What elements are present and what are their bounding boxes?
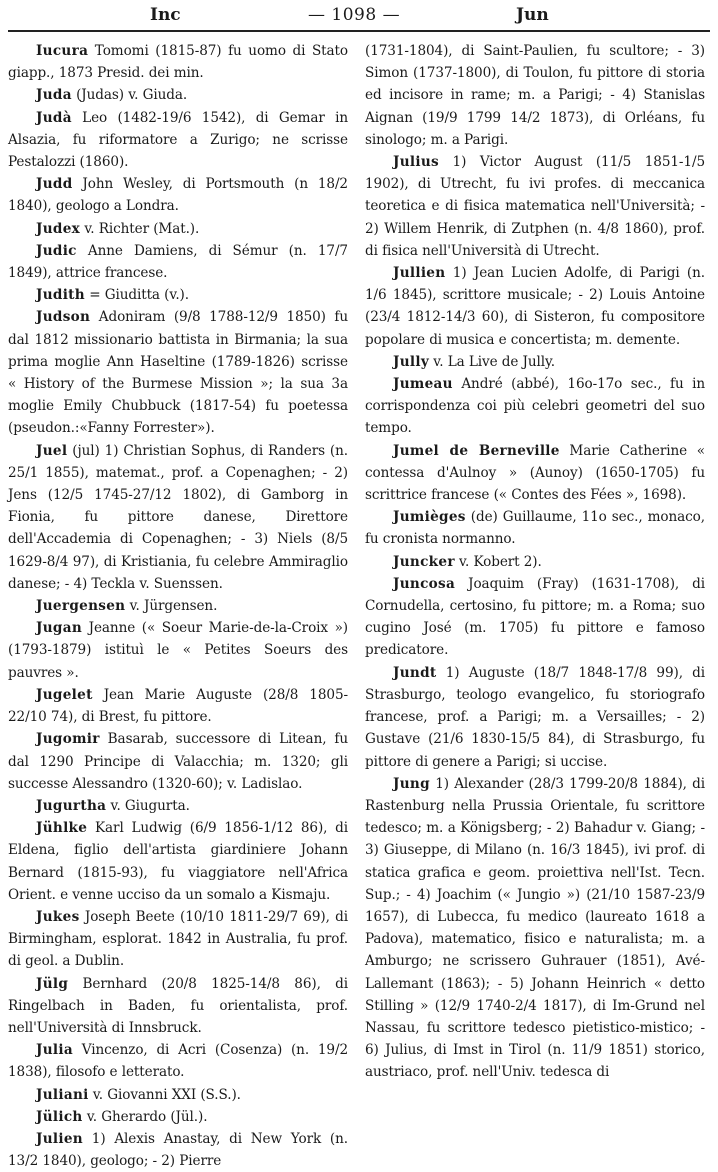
dictionary-entry xyxy=(8,1128,348,1172)
entry-headword: Judic xyxy=(36,242,77,259)
entry-headword: Judà xyxy=(36,109,72,126)
entry-headword: Jugurtha xyxy=(36,797,107,814)
entry-headword: Jully xyxy=(393,353,430,370)
entry-text: (1731-1804), di Saint-Paulien, fu scultore; - 3) Simon (1737-1800), di Toulon, fu pittore di storia ed incisore in rame; m. a Parigi; - 4) Stanislas Aignan (19/9 1799 14/2 1873), di Orléans, fu sinologo; m. a Parigi. xyxy=(365,43,705,148)
entry-text: 1) Jean Lucien Adolfe, di Parigi (n. 1/6 1845), scrittore musicale; - 2) Louis Antoine (23/4 1812-14/3 60), di Sisteron, fu compositore popolare di musica e concertista; m. demente. xyxy=(365,265,705,348)
entry-headword: Jumeau xyxy=(393,376,453,393)
entry-text: 1) Auguste (18/7 1848-17/8 99), di Strasburgo, teologo evangelico, fu storiografo francese, prof. a Parigi; m. a Versailles; - 2) Gustave (21/6 1830-15/5 84), di Strasburgo, fu pittore di genere a Parigi; si uccise. xyxy=(365,664,705,770)
entry-text: v. Gherardo (Jül.). xyxy=(86,1108,208,1125)
entry-headword: Jülich xyxy=(36,1108,83,1125)
dictionary-entry xyxy=(8,795,348,817)
entry-headword: Juergensen xyxy=(36,598,126,615)
entry-text: André (abbé), 16o-17o sec., fu in corrispondenza coi più celebri geometri del suo tempo. xyxy=(365,376,705,437)
entry-headword: Iucura xyxy=(36,43,89,59)
entry-headword: Juda xyxy=(36,87,72,104)
dictionary-entry xyxy=(8,40,348,84)
entry-headword: Jumel de Berneville xyxy=(393,442,560,459)
dictionary-entry xyxy=(8,728,348,795)
entry-text: Karl Ludwig (6/9 1856-1/12 86), di Eldena, figlio dell'artista giardiniere Johann Bernard (1815-93), fu viaggiatore nell'Africa Orient. e venne ucciso da un somalo a Kismaju. xyxy=(8,820,348,903)
entry-headword: Jugomir xyxy=(36,731,100,748)
dictionary-entry xyxy=(365,573,705,662)
entry-text: 1) Alexander (28/3 1799-20/8 1884), di Rastenburg nella Prussia Orientale, fu scrittore tedesco; m. a Königsberg; - 2) Bahadur v. Giang; - 3) Giuseppe, di Milano (n. 16/3 1845), ivi prof. di statica grafica e geom. proiettiva nell'Ist. Tecn. Sup.; - 4) Joachim (« Jungio ») (21/10 1587-23/9 1657), di Lubecca, fu medico (laureato 1618 a Padova), matematico, fisico e naturalista; m. a Amburgo; ne scrissero Guhrauer (1851), Avé-Lallemant (1863); - 5) Johann Heinrich « detto Stilling » (12/9 1740-2/4 1817), di Im-Grund nel Nassau, fu scrittore tedesco pietistico-mistico; - 6) Julius, di Imst in Tirol (n. 11/9 1851) storico, austriaco, prof. nell'Univ. tedesca di xyxy=(365,775,705,1081)
entry-text: Jean Marie Auguste (28/8 1805-22/10 74), di Brest, fu pittore. xyxy=(8,686,348,726)
dictionary-entry xyxy=(8,817,348,906)
right-column xyxy=(365,40,705,1084)
dictionary-entry xyxy=(8,173,348,217)
entry-text: (de) Guillaume, 11o sec., monaco, fu cronista normanno. xyxy=(365,509,705,548)
entry-headword: Juncker xyxy=(393,553,455,570)
running-head-right: Jun xyxy=(516,5,549,25)
dictionary-entry xyxy=(8,284,348,306)
entry-text: v. Richter (Mat.). xyxy=(84,220,200,237)
entry-text: 1) Alexis Anastay, di New York (n. 13/2 1840), geologo; - 2) Pierre xyxy=(8,1130,348,1170)
entry-text: v. Giugurta. xyxy=(110,797,190,814)
left-column xyxy=(8,40,348,1172)
dictionary-entry xyxy=(8,1106,348,1128)
dictionary-entry xyxy=(365,506,705,550)
entry-headword: Judith xyxy=(36,287,85,304)
dictionary-entry-continued xyxy=(365,40,705,151)
entry-text: Marie Catherine « contessa d'Aulnoy » (Aunoy) (1650-1705) fu scrittrice francese (« Contes des Fées », 1698). xyxy=(365,442,705,504)
dictionary-entry xyxy=(365,262,705,351)
entry-text: Jeanne (« Soeur Marie-de-la-Croix ») (1793-1879) istituì le « Petites Soeurs des pauvres ». xyxy=(8,620,348,681)
entry-headword: Jundt xyxy=(393,664,437,681)
dictionary-entry xyxy=(365,773,705,1084)
running-head-left: Inc xyxy=(150,5,181,25)
entry-headword: Jumièges xyxy=(393,509,466,526)
entry-text: 1) Victor August (11/5 1851-1/5 1902), di Utrecht, fu ivi profes. di meccanica teoretica e di fisica matematica nell'Università; - 2) Willem Henrik, di Zutphen (n. 4/8 1860), prof. di fisica nell'Università di Utrecht. xyxy=(365,154,705,259)
entry-headword: Jugan xyxy=(36,620,83,637)
entry-text: Adoniram (9/8 1788-12/9 1850) fu dal 1812 missionario battista in Birmania; la sua prima moglie Ann Haseltine (1789-1826) scrisse « History of the Burmese Mission »; la sua 3a moglie Emily Chubbuck (1817-54) fu poetessa (pseudon.:«Fanny Forrester»). xyxy=(8,309,348,437)
dictionary-entry xyxy=(8,1039,348,1083)
dictionary-entry xyxy=(8,240,348,284)
entry-headword: Jukes xyxy=(36,908,80,925)
entry-headword: Judson xyxy=(36,309,91,326)
dictionary-entry xyxy=(8,107,348,174)
entry-text: Leo (1482-19/6 1542), di Gemar in Alsazia, fu riformatore a Zurigo; ne scrisse Pestalozzi (1860). xyxy=(8,109,348,171)
dictionary-entry xyxy=(8,1084,348,1106)
entry-headword: Juel xyxy=(36,442,68,459)
entry-text: v. La Live de Jully. xyxy=(433,353,556,370)
entry-headword: Judd xyxy=(36,176,73,193)
entry-headword: Jullien xyxy=(393,265,446,282)
entry-text: Bernhard (20/8 1825-14/8 86), di Ringelbach in Baden, fu orientalista, prof. nell'Università di Innsbruck. xyxy=(8,975,348,1036)
dictionary-entry xyxy=(8,617,348,684)
entry-headword: Juncosa xyxy=(393,575,456,592)
entry-text: Basarab, successore di Litean, fu dal 1290 Principe di Valacchia; m. 1320; gli successe Alessandro (1320-60); v. Ladislao. xyxy=(8,731,348,792)
dictionary-entry xyxy=(8,306,348,439)
entry-headword: Jülg xyxy=(36,975,69,992)
dictionary-entry xyxy=(8,595,348,617)
dictionary-entry xyxy=(8,218,348,240)
dictionary-entry xyxy=(8,973,348,1040)
dictionary-entry xyxy=(365,662,705,773)
dictionary-entry xyxy=(8,440,348,595)
entry-text: Joseph Beete (10/10 1811-29/7 69), di Birmingham, esplorat. 1842 in Australia, fu prof. di geol. a Dublin. xyxy=(8,908,348,970)
entry-text: (Judas) v. Giuda. xyxy=(76,87,188,104)
entry-text: Anne Damiens, di Sémur (n. 17/7 1849), attrice francese. xyxy=(8,242,348,282)
dictionary-entry xyxy=(365,551,705,573)
dictionary-entry xyxy=(8,84,348,106)
entry-text: v. Jürgensen. xyxy=(129,598,218,615)
entry-headword: Jühlke xyxy=(36,820,88,837)
dictionary-entry xyxy=(8,684,348,728)
entry-text: Tomomi (1815-87) fu uomo di Stato giapp., 1873 Presid. dei min. xyxy=(8,43,348,82)
entry-headword: Jugelet xyxy=(36,686,93,703)
dictionary-entry xyxy=(365,373,705,440)
entry-headword: Julien xyxy=(36,1130,83,1147)
entry-headword: Julius xyxy=(393,154,439,171)
page-number: — 1098 — xyxy=(308,5,401,25)
entry-headword: Juliani xyxy=(36,1086,89,1103)
entry-text: v. Kobert 2). xyxy=(459,553,542,570)
entry-text: John Wesley, di Portsmouth (n 18/2 1840), geologo a Londra. xyxy=(8,176,348,215)
entry-text: = Giuditta (v.). xyxy=(89,287,189,304)
dictionary-entry xyxy=(365,351,705,373)
running-head xyxy=(8,2,710,32)
dictionary-entry xyxy=(8,906,348,973)
entry-headword: Julia xyxy=(36,1042,73,1059)
entry-text: v. Giovanni XXI (S.S.). xyxy=(92,1086,241,1103)
dictionary-entry xyxy=(365,151,705,262)
entry-text: Vincenzo, di Acri (Cosenza) (n. 19/2 1838), filosofo e letterato. xyxy=(8,1042,348,1081)
entry-text: Joaquim (Fray) (1631-1708), di Cornudella, certosino, fu pittore; m. a Roma; suo cugino José (m. 1705) fu pittore e famoso predicatore. xyxy=(365,575,705,659)
entry-text: (jul) 1) Christian Sophus, di Randers (n. 25/1 1855), matemat., prof. a Copenaghen; - 2) Jens (12/5 1745-27/12 1802), di Gamborg in Fionia, fu pittore danese, Direttore dell'Accademia di Copenaghen; - 3) Niels (8/5 1629-8/4 97), di Kristiania, fu celebre Ammiraglio danese; - 4) Teckla v. Suenssen. xyxy=(8,442,348,592)
dictionary-entry xyxy=(365,440,705,507)
entry-headword: Jung xyxy=(393,775,430,792)
entry-headword: Judex xyxy=(36,220,81,237)
